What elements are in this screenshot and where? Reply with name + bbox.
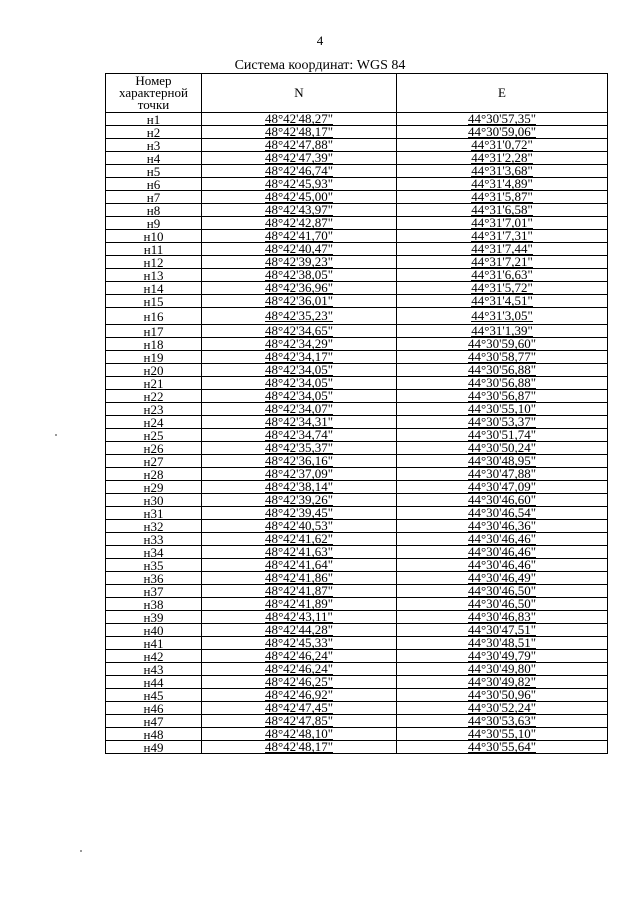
e-coordinate-cell-text: 44°31'5,72" xyxy=(471,280,533,295)
n-coordinate-cell-text: 48°42'34,17" xyxy=(264,349,334,364)
point-number-cell-text: н38 xyxy=(143,596,164,612)
n-coordinate-cell xyxy=(202,308,397,325)
n-coordinate-cell-text: 48°42'43,97" xyxy=(264,202,334,217)
n-coordinate-cell-text: 48°42'48,17" xyxy=(264,124,334,139)
point-number-cell-text: н7 xyxy=(146,189,161,205)
e-coordinate-cell-text: 44°30'53,63" xyxy=(467,713,537,728)
e-coordinate-cell-text: 44°30'56,88" xyxy=(467,375,537,390)
table-row xyxy=(106,295,608,308)
e-coordinate-cell-text: 44°30'47,51" xyxy=(467,622,537,637)
e-coordinate-cell-text: 44°31'6,63" xyxy=(471,267,533,282)
e-coordinate-cell-text: 44°31'3,68" xyxy=(471,163,533,178)
e-coordinate-cell-text: 44°30'48,95" xyxy=(467,453,537,468)
header-point-number: Номер характерной точки xyxy=(106,74,202,113)
e-coordinate-cell-text: 44°30'50,24" xyxy=(467,440,537,455)
e-coordinate-cell-text: 44°30'55,64" xyxy=(467,739,537,754)
point-number-cell-text: н20 xyxy=(143,362,164,378)
header-e: E xyxy=(397,74,608,113)
e-coordinate-cell-text: 44°30'46,54" xyxy=(467,505,537,520)
point-number-cell-text: н29 xyxy=(143,479,164,495)
n-coordinate-cell-text: 48°42'36,01" xyxy=(264,293,334,308)
n-coordinate-cell-text: 48°42'39,26" xyxy=(264,492,334,507)
point-number-cell-text: н43 xyxy=(143,661,164,677)
point-number-cell-text: н30 xyxy=(143,492,164,508)
n-coordinate-cell-text: 48°42'46,25" xyxy=(264,674,334,689)
n-coordinate-cell-text: 48°42'41,86" xyxy=(264,570,334,585)
n-coordinate-cell-text: 48°42'40,47" xyxy=(264,241,334,256)
e-coordinate-cell-text: 44°30'53,37" xyxy=(467,414,537,429)
point-number-cell-text: н33 xyxy=(143,531,164,547)
point-number-cell-text: н34 xyxy=(143,544,164,560)
point-number-cell-text: н45 xyxy=(143,687,164,703)
n-coordinate-cell-text: 48°42'38,14" xyxy=(264,479,334,494)
point-number-cell-text: н46 xyxy=(143,700,164,716)
e-coordinate-cell-text: 44°30'47,09" xyxy=(467,479,537,494)
e-coordinate-cell-text: 44°31'6,58" xyxy=(471,202,533,217)
e-coordinate-cell-text: 44°31'1,39" xyxy=(471,323,533,338)
point-number-cell-text: н5 xyxy=(146,163,161,179)
n-coordinate-cell-text: 48°42'42,87" xyxy=(264,215,334,230)
point-number-cell-text: н49 xyxy=(143,739,164,755)
n-coordinate-cell-text: 48°42'41,62" xyxy=(264,531,334,546)
n-coordinate-cell-text: 48°42'47,45" xyxy=(264,700,334,715)
n-coordinate-cell-text: 48°42'34,29" xyxy=(264,336,334,351)
point-number-cell-text: н9 xyxy=(146,215,161,231)
e-coordinate-cell-text: 44°30'49,79" xyxy=(467,648,537,663)
point-number-cell-text: н15 xyxy=(143,293,164,309)
point-number-cell-text: н22 xyxy=(143,388,164,404)
point-number-cell xyxy=(106,308,202,325)
point-number-cell-text: н18 xyxy=(143,336,164,352)
e-coordinate-cell-text: 44°31'5,87" xyxy=(471,189,533,204)
n-coordinate-cell-text: 48°42'34,74" xyxy=(264,427,334,442)
n-coordinate-cell-text: 48°42'41,64" xyxy=(264,557,334,572)
n-coordinate-cell-text: 48°42'45,33" xyxy=(264,635,334,650)
point-number-cell-text: н44 xyxy=(143,674,164,690)
n-coordinate-cell-text: 48°42'39,45" xyxy=(264,505,334,520)
e-coordinate-cell-text: 44°30'48,51" xyxy=(467,635,537,650)
e-coordinate-cell-text: 44°30'46,46" xyxy=(467,557,537,572)
n-coordinate-cell-text: 48°42'41,87" xyxy=(264,583,334,598)
n-coordinate-cell-text: 48°42'43,11" xyxy=(265,609,333,624)
n-coordinate-cell-text: 48°42'34,05" xyxy=(264,388,334,403)
n-coordinate-cell-text: 48°42'35,37" xyxy=(264,440,334,455)
n-coordinate-cell-text: 48°42'44,28" xyxy=(264,622,334,637)
e-coordinate-cell-text: 44°30'46,83" xyxy=(467,609,537,624)
n-coordinate-cell xyxy=(202,741,397,754)
point-number-cell-text: н10 xyxy=(143,228,164,244)
point-number-cell-text: н25 xyxy=(143,427,164,443)
e-coordinate-cell-text: 44°30'46,60" xyxy=(467,492,537,507)
n-coordinate-cell-text: 48°42'39,23" xyxy=(264,254,334,269)
header-n: N xyxy=(202,74,397,113)
point-number-cell-text: н16 xyxy=(143,308,164,324)
n-coordinate-cell-text: 48°42'34,31" xyxy=(264,414,334,429)
e-coordinate-cell-text: 44°30'50,96" xyxy=(467,687,537,702)
e-coordinate-cell-text: 44°30'59,06" xyxy=(467,124,537,139)
e-coordinate-cell-text: 44°31'7,44" xyxy=(471,241,533,256)
n-coordinate-cell-text: 48°42'48,27" xyxy=(264,111,334,126)
n-coordinate-cell-text: 48°42'34,07" xyxy=(264,401,334,416)
n-coordinate-cell-text: 48°42'46,24" xyxy=(264,661,334,676)
point-number-cell xyxy=(106,741,202,754)
n-coordinate-cell-text: 48°42'34,65" xyxy=(264,323,334,338)
n-coordinate-cell-text: 48°42'41,70" xyxy=(264,228,334,243)
e-coordinate-cell-text: 44°30'57,35" xyxy=(467,111,537,126)
point-number-cell-text: н48 xyxy=(143,726,164,742)
point-number-cell-text: н28 xyxy=(143,466,164,482)
margin-mark xyxy=(80,850,82,852)
point-number-cell xyxy=(106,295,202,308)
point-number-cell-text: н14 xyxy=(143,280,164,296)
e-coordinate-cell-text: 44°30'51,74" xyxy=(467,427,537,442)
e-coordinate-cell-text: 44°30'55,10" xyxy=(467,401,537,416)
point-number-cell-text: н36 xyxy=(143,570,164,586)
n-coordinate-cell-text: 48°42'47,88" xyxy=(264,137,334,152)
point-number-cell-text: н13 xyxy=(143,267,164,283)
n-coordinate-cell-text: 48°42'45,93" xyxy=(264,176,334,191)
e-coordinate-cell xyxy=(397,308,608,325)
point-number-cell-text: н1 xyxy=(146,111,161,127)
point-number-cell-text: н35 xyxy=(143,557,164,573)
margin-mark xyxy=(55,434,57,436)
e-coordinate-cell-text: 44°30'55,10" xyxy=(467,726,537,741)
point-number-cell-text: н24 xyxy=(143,414,164,430)
e-coordinate-cell xyxy=(397,295,608,308)
point-number-cell-text: н26 xyxy=(143,440,164,456)
point-number-cell-text: н47 xyxy=(143,713,164,729)
point-number-cell-text: н37 xyxy=(143,583,164,599)
point-number-cell-text: н19 xyxy=(143,349,164,365)
e-coordinate-cell-text: 44°31'0,72" xyxy=(471,137,533,152)
point-number-cell-text: н39 xyxy=(143,609,164,625)
e-coordinate-cell-text: 44°30'56,88" xyxy=(467,362,537,377)
document-title: Система координат: WGS 84 xyxy=(234,58,406,73)
e-coordinate-cell-text: 44°30'46,49" xyxy=(467,570,537,585)
n-coordinate-cell-text: 48°42'47,85" xyxy=(264,713,334,728)
point-number-cell-text: н2 xyxy=(146,124,161,140)
n-coordinate-cell-text: 48°42'36,16" xyxy=(264,453,334,468)
n-coordinate-cell-text: 48°42'41,63" xyxy=(264,544,334,559)
n-coordinate-cell xyxy=(202,295,397,308)
e-coordinate-cell-text: 44°31'7,31" xyxy=(471,228,533,243)
n-coordinate-cell-text: 48°42'46,74" xyxy=(264,163,334,178)
point-number-cell-text: н8 xyxy=(146,202,161,218)
n-coordinate-cell-text: 48°42'45,00" xyxy=(264,189,334,204)
point-number-cell-text: н27 xyxy=(143,453,164,469)
n-coordinate-cell-text: 48°42'41,89" xyxy=(264,596,334,611)
e-coordinate-cell-text: 44°30'46,50" xyxy=(467,596,537,611)
e-coordinate-cell-text: 44°31'7,01" xyxy=(471,215,533,230)
point-number-cell-text: н11 xyxy=(143,241,164,257)
point-number-cell-text: н42 xyxy=(143,648,164,664)
e-coordinate-cell-text: 44°30'46,46" xyxy=(467,544,537,559)
e-coordinate-cell-text: 44°31'3,05" xyxy=(471,308,533,323)
n-coordinate-cell-text: 48°42'48,10" xyxy=(264,726,334,741)
e-coordinate-cell xyxy=(397,741,608,754)
e-coordinate-cell-text: 44°30'46,50" xyxy=(467,583,537,598)
e-coordinate-cell-text: 44°30'58,77" xyxy=(467,349,537,364)
coordinates-table xyxy=(105,73,608,754)
table-header-row xyxy=(106,74,608,113)
e-coordinate-cell-text: 44°30'49,82" xyxy=(467,674,537,689)
table-row xyxy=(106,741,608,754)
e-coordinate-cell-text: 44°30'47,88" xyxy=(467,466,537,481)
n-coordinate-cell-text: 48°42'35,23" xyxy=(264,308,334,323)
e-coordinate-cell-text: 44°30'46,46" xyxy=(467,531,537,546)
e-coordinate-cell-text: 44°31'4,89" xyxy=(471,176,533,191)
n-coordinate-cell-text: 48°42'34,05" xyxy=(264,375,334,390)
n-coordinate-cell-text: 48°42'34,05" xyxy=(264,362,334,377)
n-coordinate-cell-text: 48°42'37,09" xyxy=(264,466,334,481)
point-number-cell-text: н12 xyxy=(143,254,164,270)
point-number-cell-text: н32 xyxy=(143,518,164,534)
e-coordinate-cell-text: 44°30'52,24" xyxy=(467,700,537,715)
point-number-cell-text: н3 xyxy=(146,137,161,153)
e-coordinate-cell-text: 44°31'4,51" xyxy=(471,293,533,308)
e-coordinate-cell-text: 44°31'2,28" xyxy=(471,150,533,165)
e-coordinate-cell-text: 44°30'49,80" xyxy=(467,661,537,676)
point-number-cell-text: н31 xyxy=(143,505,164,521)
point-number-cell-text: н23 xyxy=(143,401,164,417)
e-coordinate-cell-text: 44°30'56,87" xyxy=(467,388,537,403)
n-coordinate-cell-text: 48°42'47,39" xyxy=(264,150,334,165)
n-coordinate-cell-text: 48°42'40,53" xyxy=(264,518,334,533)
n-coordinate-cell-text: 48°42'46,24" xyxy=(264,648,334,663)
table-body xyxy=(106,113,608,754)
point-number-cell-text: н21 xyxy=(143,375,164,391)
e-coordinate-cell-text: 44°30'59,60" xyxy=(467,336,537,351)
point-number-cell-text: н4 xyxy=(146,150,161,166)
n-coordinate-cell-text: 48°42'48,17" xyxy=(264,739,334,754)
n-coordinate-cell-text: 48°42'46,92" xyxy=(264,687,334,702)
n-coordinate-cell-text: 48°42'38,05" xyxy=(264,267,334,282)
point-number-cell-text: н6 xyxy=(146,176,161,192)
point-number-cell-text: н40 xyxy=(143,622,164,638)
e-coordinate-cell-text: 44°30'46,36" xyxy=(467,518,537,533)
point-number-cell-text: н17 xyxy=(143,323,164,339)
point-number-cell-text: н41 xyxy=(143,635,164,651)
e-coordinate-cell-text: 44°31'7,21" xyxy=(471,254,533,269)
page-number: 4 xyxy=(316,33,324,48)
n-coordinate-cell-text: 48°42'36,96" xyxy=(264,280,334,295)
table-row xyxy=(106,308,608,325)
